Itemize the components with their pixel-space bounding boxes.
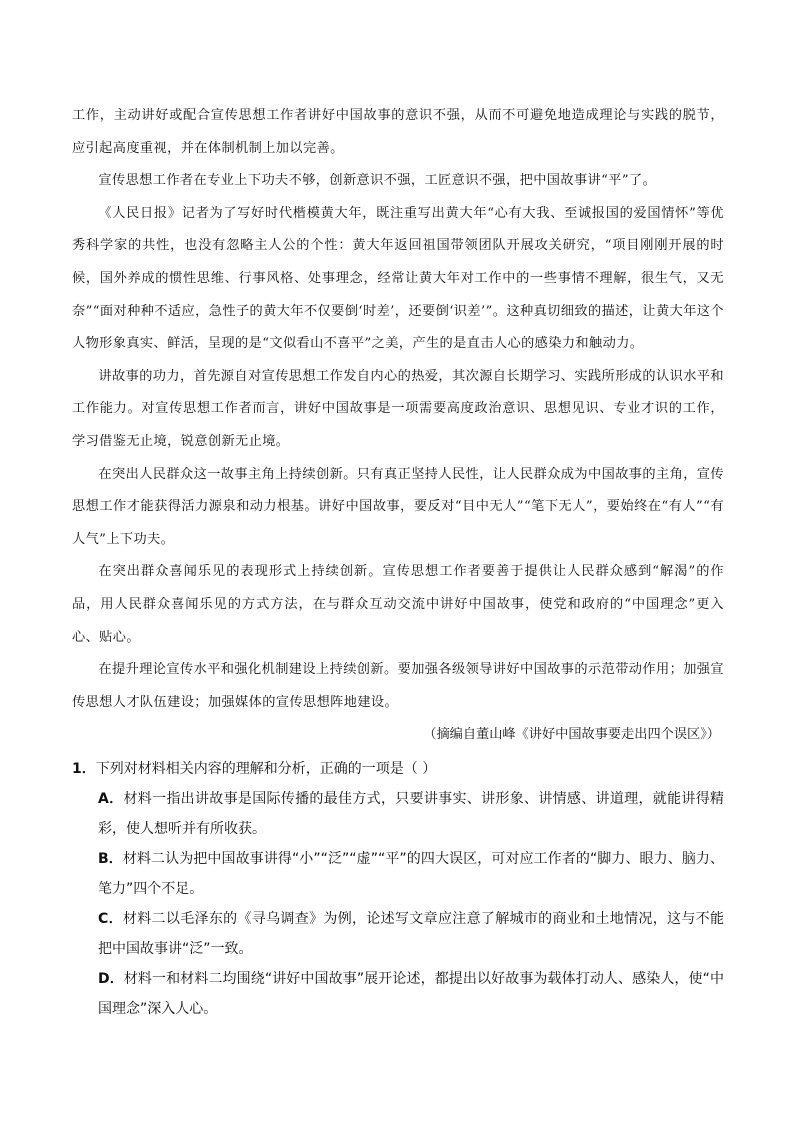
- passage-paragraph-5: 在突出人民群众这一故事主角上持续创新。只有真正坚持人民性，让人民群众成为中国故事的主角，宣传思想工作才能获得活力源泉和动力根基。讲好中国故事，要反对“目中无人”“笔下无人”，要始终在“有人”“有人气”上下功夫。: [72, 466, 724, 547]
- question-stem: [72, 754, 724, 784]
- option-letter: B．: [98, 850, 123, 867]
- option-letter: C．: [98, 910, 123, 927]
- passage-paragraph-2: 宣传思想工作者在专业上下功夫不够，创新意识不强，工匠意识不强，把中国故事讲“平”了。: [98, 173, 657, 189]
- question-1: [72, 754, 724, 1024]
- question-number: 1．: [72, 760, 96, 777]
- option-text: 材料一指出讲故事是国际传播的最佳方式，只要讲事实、讲形象、讲情感、讲道理，就能讲得精彩，使人想听并有所收获。: [98, 790, 724, 837]
- option-text: 材料一和材料二均围绕“讲好中国故事”展开论述，都提出以好故事为载体打动人、感染人，使“中国理念”深入人心。: [98, 970, 724, 1017]
- option-text: 材料二以毛泽东的《寻乌调查》为例，论述写文章应注意了解城市的商业和土地情况，这与不能把中国故事讲“泛”一致。: [98, 910, 724, 957]
- passage-source: （摘编自董山峰《讲好中国故事要走出四个误区》）: [423, 727, 720, 743]
- option-letter: D．: [98, 970, 124, 987]
- passage-paragraph-3: 《人民日报》记者为了写好时代楷模黄大年，既注重写出黄大年“心有大我、至诚报国的爱国情怀”等优秀科学家的共性，也没有忽略主人公的个性：黄大年返回祖国带领团队开展攻关研究，“项目刚刚开展的时候，国外养成的惯性思维、行事风格、处事理念，经常让黄大年对工作中的一些事情不理解，很生气，又无奈”“面对种种不适应，急性子的黄大年不仅要倒‘时差’，还要倒‘识差’”。这种真切细致的描述，让黄大年这个人物形象真实、鲜活，呈现的是“文似看山不喜平”之美，产生的是直击人心的感染力和触动力。: [72, 205, 724, 352]
- passage-paragraph-1: 工作，主动讲好或配合宣传思想工作者讲好中国故事的意识不强，从而不可避免地造成理论与实践的脱节，应引起高度重视，并在体制机制上加以完善。: [72, 108, 724, 156]
- option-d[interactable]: [72, 964, 724, 1024]
- option-letter: A．: [98, 790, 124, 807]
- option-a[interactable]: [72, 784, 724, 844]
- option-text: 材料二认为把中国故事讲得“小”“泛”“虚”“平”的四大误区，可对应工作者的“脚力、眼力、脑力、笔力”四个不足。: [98, 850, 725, 897]
- option-b[interactable]: [72, 844, 724, 904]
- question-stem-text: 下列对材料相关内容的理解和分析，正确的一项是（ ）: [95, 760, 437, 777]
- passage-paragraph-7: 在提升理论宣传水平和强化机制建设上持续创新。要加强各级领导讲好中国故事的示范带动作用；加强宣传思想人才队伍建设；加强媒体的宣传思想阵地建设。: [72, 662, 724, 710]
- passage-paragraph-6: 在突出群众喜闻乐见的表现形式上持续创新。宣传思想工作者要善于提供让人民群众感到“解渴”的作品，用人民群众喜闻乐见的方式方法，在与群众互动交流中讲好中国故事，使党和政府的“中国理念”更入心、贴心。: [72, 564, 724, 645]
- passage-paragraph-4: 讲故事的功力，首先源自对宣传思想工作发自内心的热爱，其次源自长期学习、实践所形成的认识水平和工作能力。对宣传思想工作者而言，讲好中国故事是一项需要高度政治意识、思想见识、专业才识的工作，学习借鉴无止境，锐意创新无止境。: [72, 368, 724, 449]
- option-c[interactable]: [72, 904, 724, 964]
- document-body: [72, 100, 724, 1024]
- reading-passage: [72, 100, 724, 752]
